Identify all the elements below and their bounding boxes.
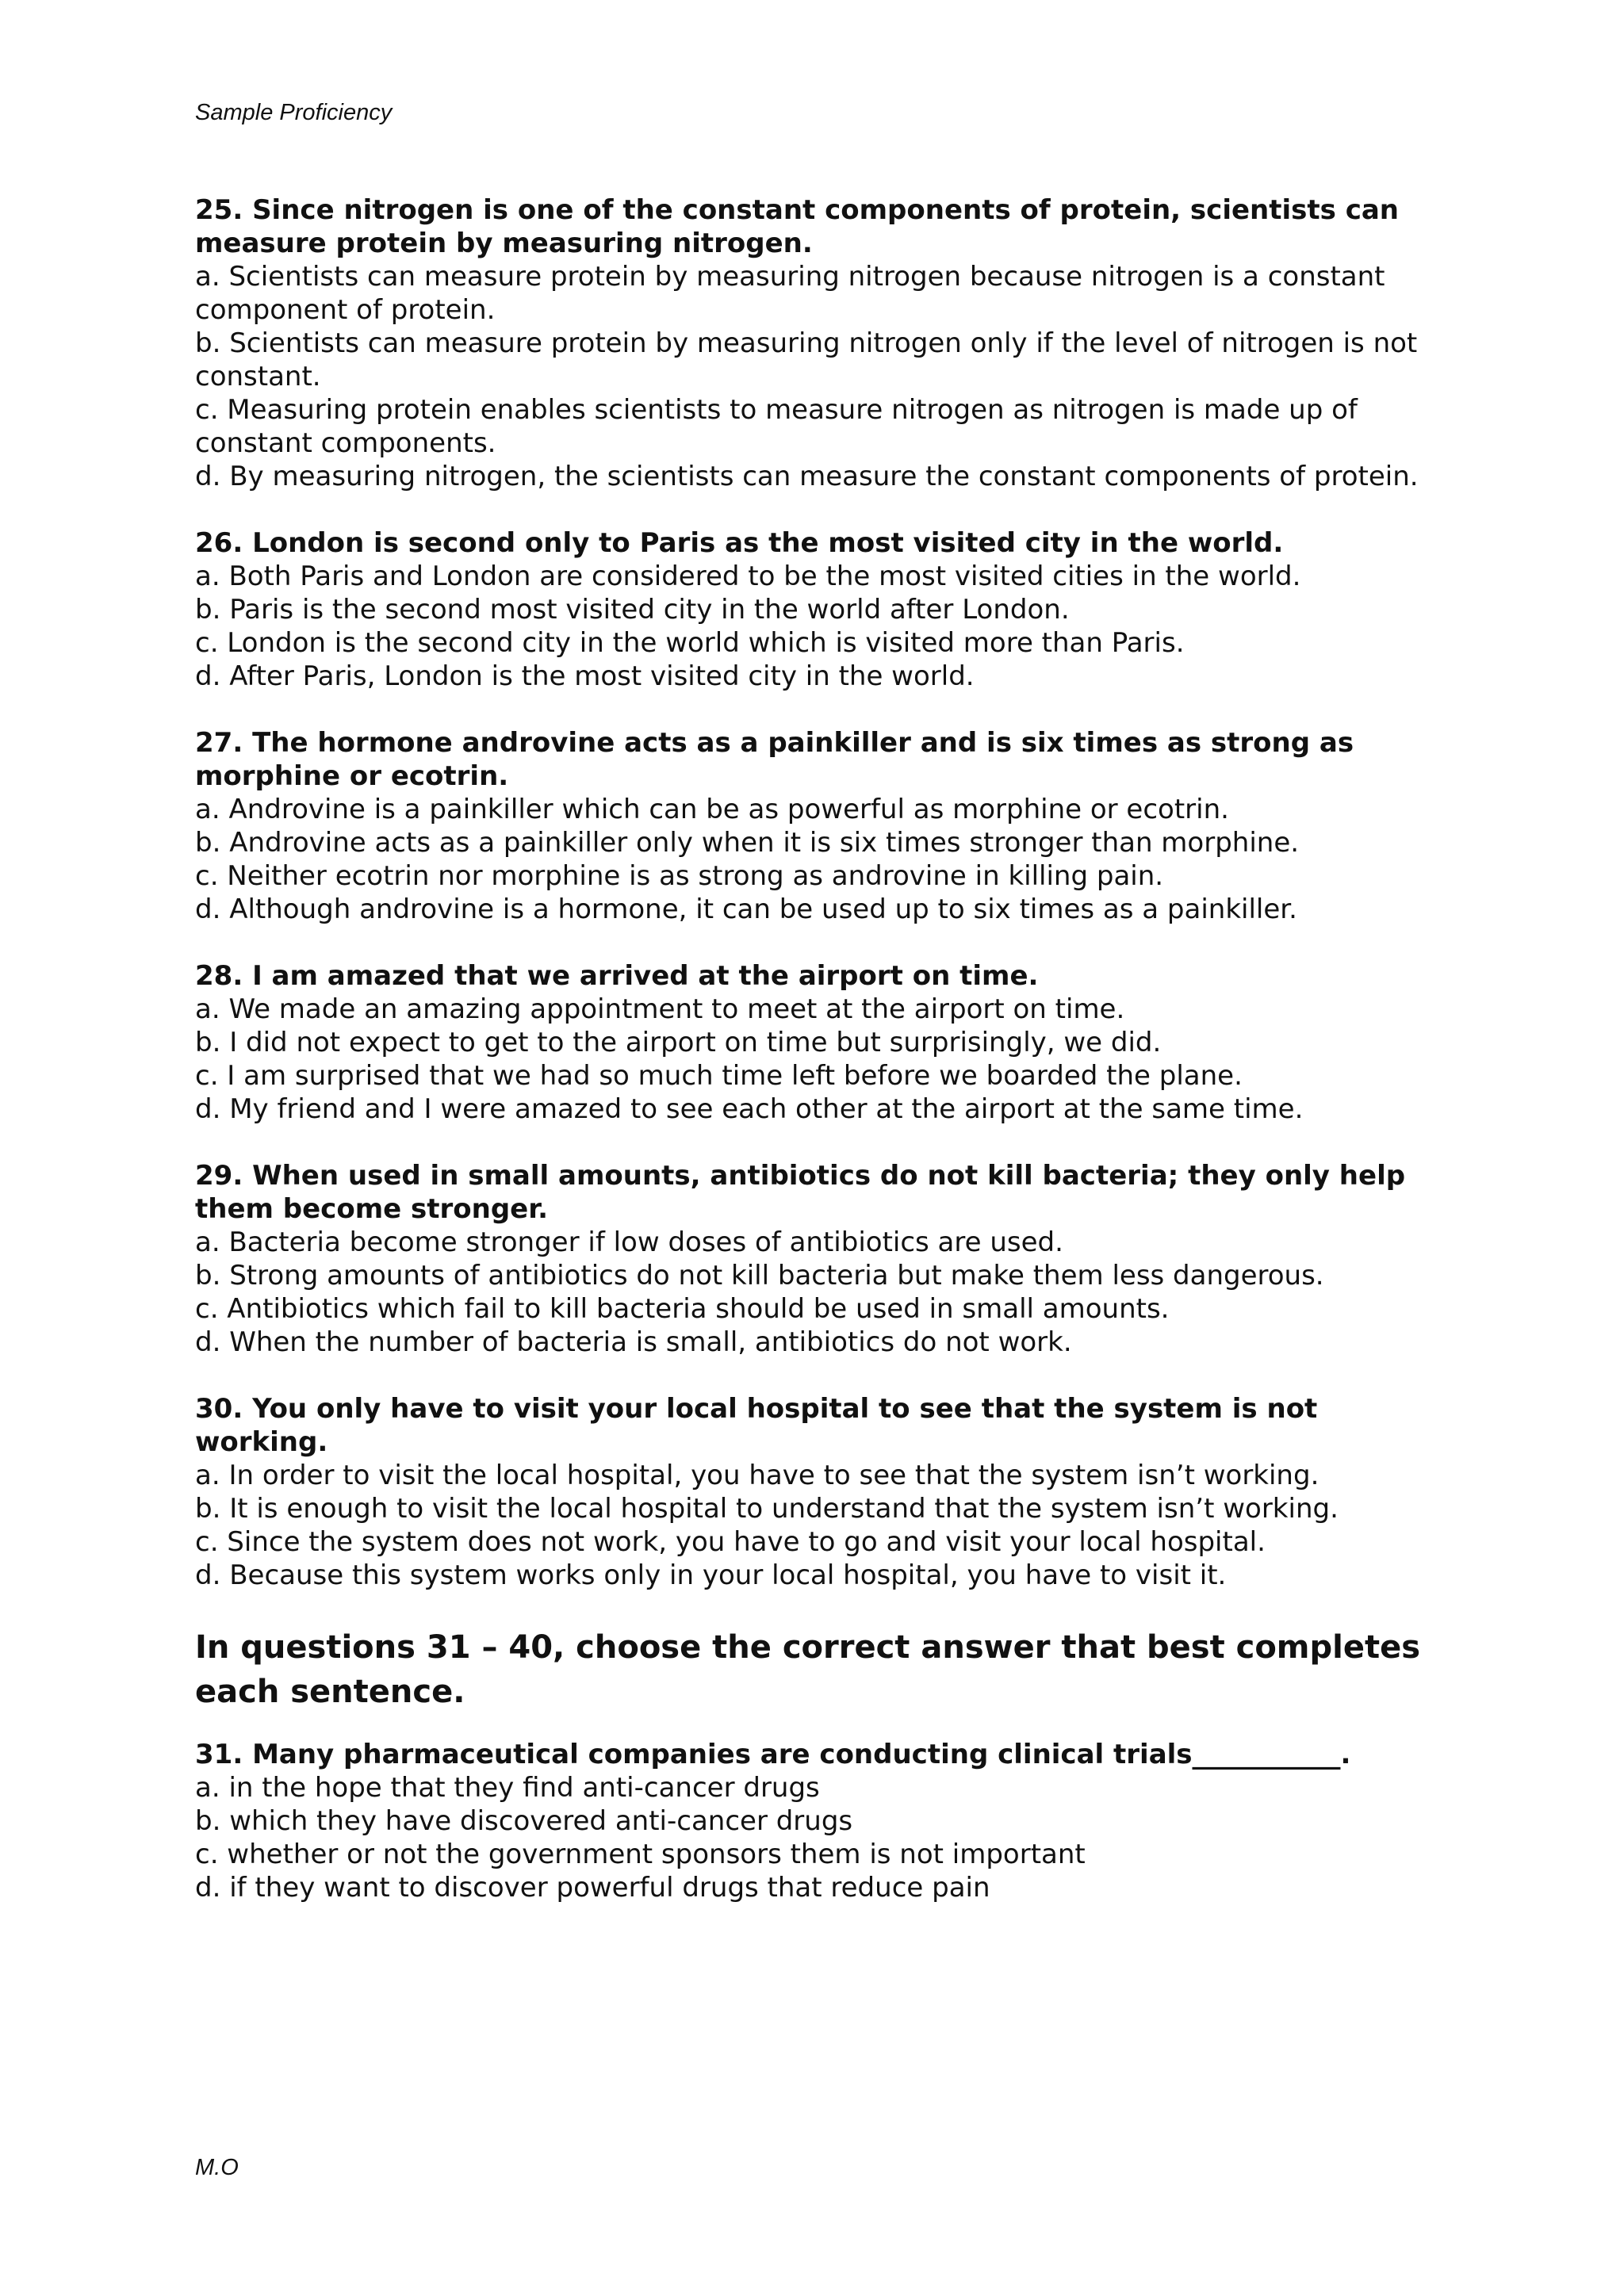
option-a: a. Both Paris and London are considered to be the most visited cities in the world.: [195, 561, 1301, 592]
question-27: [195, 726, 1448, 926]
option-b: b. It is enough to visit the local hospital to understand that the system isn’t working.: [195, 1493, 1339, 1525]
document-body: [195, 193, 1448, 1938]
question-26: [195, 526, 1448, 693]
option-d: d. Although androvine is a hormone, it can be used up to six times as a painkiller.: [195, 894, 1297, 925]
option-b: b. Androvine acts as a painkiller only when it is six times stronger than morphine.: [195, 827, 1300, 859]
question-stem: 29. When used in small amounts, antibiotics do not kill bacteria; they only help them become stronger.: [195, 1160, 1406, 1225]
option-b: b. Paris is the second most visited city in the world after London.: [195, 594, 1070, 626]
option-d: d. By measuring nitrogen, the scientists can measure the constant components of protein.: [195, 461, 1419, 492]
option-a: a. in the hope that they find anti-cancer drugs: [195, 1772, 820, 1804]
option-d: d. Because this system works only in your local hospital, you have to visit it.: [195, 1559, 1227, 1591]
option-b: b. I did not expect to get to the airport on time but surprisingly, we did.: [195, 1027, 1162, 1058]
option-a: a. We made an amazing appointment to meet at the airport on time.: [195, 993, 1125, 1025]
option-d: d. My friend and I were amazed to see each other at the airport at the same time.: [195, 1093, 1304, 1125]
question-30: [195, 1392, 1448, 1592]
option-a: a. Scientists can measure protein by measuring nitrogen because nitrogen is a constant component of protein.: [195, 261, 1385, 326]
question-31: [195, 1738, 1448, 1904]
option-c: c. Antibiotics which fail to kill bacteria should be used in small amounts.: [195, 1293, 1170, 1325]
option-c: c. I am surprised that we had so much time left before we boarded the plane.: [195, 1060, 1243, 1092]
question-25: [195, 193, 1448, 493]
section-instruction: In questions 31 – 40, choose the correct answer that best completes each sentence.: [195, 1629, 1421, 1710]
question-stem: [195, 1738, 1448, 1771]
option-c: c. Since the system does not work, you have to go and visit your local hospital.: [195, 1526, 1266, 1558]
option-d: d. When the number of bacteria is small, antibiotics do not work.: [195, 1326, 1072, 1358]
question-stem: 25. Since nitrogen is one of the constant components of protein, scientists can measure protein by measuring nitrogen.: [195, 194, 1400, 259]
answer-blank: ___________.: [1192, 1739, 1351, 1770]
question-29: [195, 1159, 1448, 1359]
page-footer: M.O: [195, 2155, 239, 2180]
question-stem: 28. I am amazed that we arrived at the airport on time.: [195, 960, 1039, 992]
option-b: b. which they have discovered anti-cancer drugs: [195, 1805, 853, 1837]
option-d: d. if they want to discover powerful drugs that reduce pain: [195, 1872, 990, 1904]
option-b: b. Scientists can measure protein by measuring nitrogen only if the level of nitrogen is not constant.: [195, 327, 1418, 392]
option-b: b. Strong amounts of antibiotics do not kill bacteria but make them less dangerous.: [195, 1260, 1324, 1292]
option-c: c. Measuring protein enables scientists to measure nitrogen as nitrogen is made up of constant components.: [195, 394, 1358, 459]
question-stem-text: 31. Many pharmaceutical companies are conducting clinical trials: [195, 1739, 1193, 1770]
option-c: c. whether or not the government sponsors them is not important: [195, 1839, 1086, 1870]
option-d: d. After Paris, London is the most visited city in the world.: [195, 660, 975, 692]
option-a: a. Androvine is a painkiller which can be as powerful as morphine or ecotrin.: [195, 794, 1229, 825]
option-c: c. Neither ecotrin nor morphine is as strong as androvine in killing pain.: [195, 860, 1164, 892]
question-stem: 26. London is second only to Paris as the most visited city in the world.: [195, 527, 1284, 559]
option-a: a. In order to visit the local hospital, you have to see that the system isn’t working.: [195, 1460, 1320, 1491]
option-a: a. Bacteria become stronger if low doses of antibiotics are used.: [195, 1226, 1063, 1258]
question-28: [195, 959, 1448, 1126]
question-stem: 30. You only have to visit your local hospital to see that the system is not working.: [195, 1393, 1318, 1458]
option-c: c. London is the second city in the world which is visited more than Paris.: [195, 627, 1185, 659]
question-stem: 27. The hormone androvine acts as a painkiller and is six times as strong as morphine or ecotrin.: [195, 727, 1354, 792]
page-header: Sample Proficiency: [195, 100, 393, 125]
